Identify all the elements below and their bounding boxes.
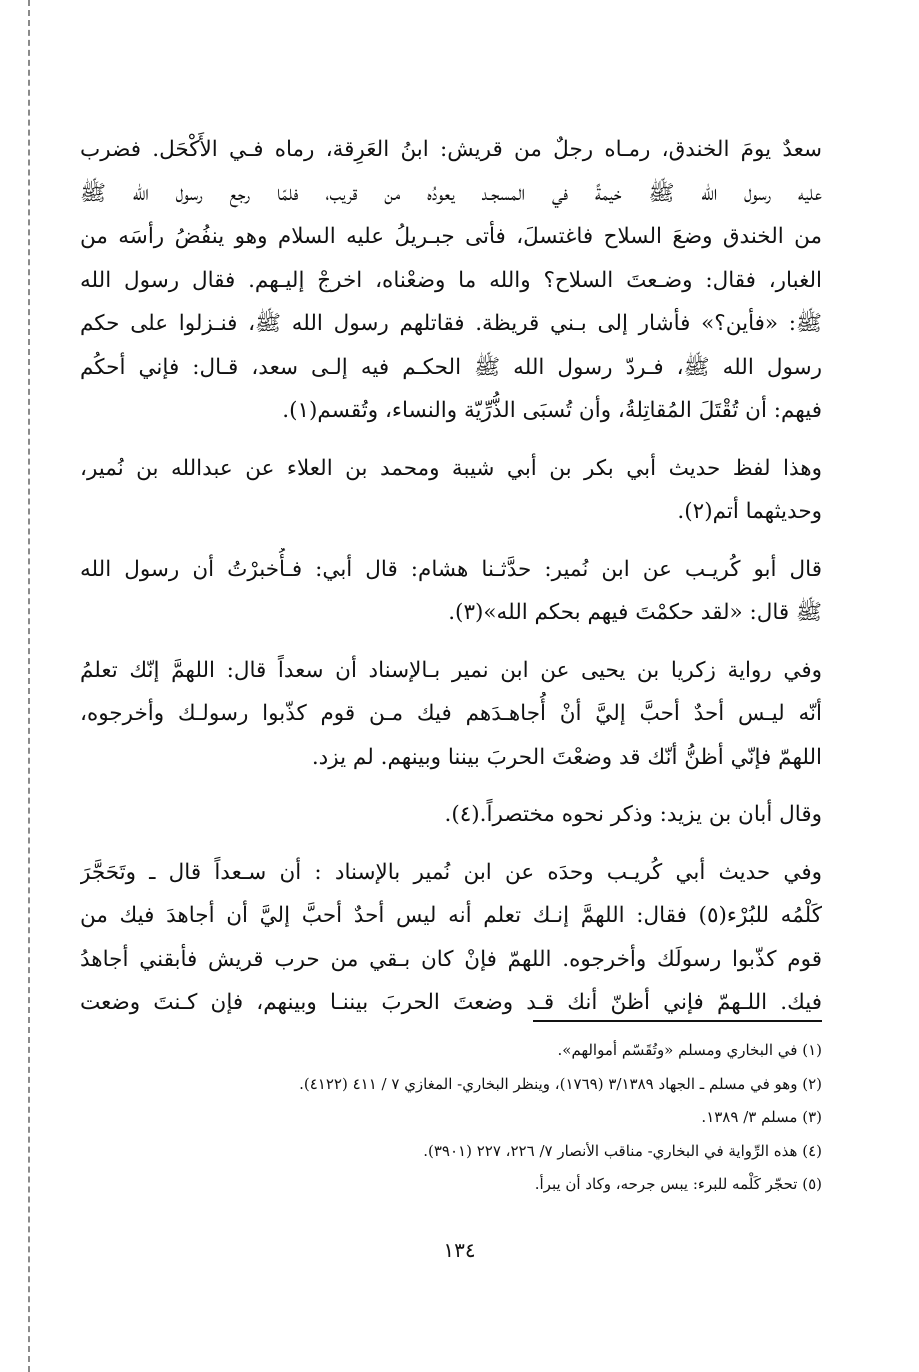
- text-line: سعدٌ يومَ الخندق، رمـاه رجلٌ من قريش: ابنُ العَرِقة، رماه فـي الأَكْحَل. فضرب: [80, 137, 822, 162]
- paragraph-4: [80, 649, 822, 780]
- text-line: وقال أبان بن يزيد: وذكر نحوه مختصراً.(٤).: [444, 802, 822, 827]
- paragraph-6: [80, 851, 822, 1025]
- text-line: رسول الله ﷺ، فـردّ رسول الله ﷺ الحكـم فيه إلـى سعد، قـال: فإني أحكُم: [80, 354, 822, 380]
- text-line: فيهم: أن تُقْتَلَ المُقاتِلةُ، وأن تُسبَى الذُّرِّيّة والنساء، وتُقسم(١).: [282, 398, 822, 423]
- paragraph-2: [80, 447, 822, 534]
- footnote-1: (١) في البخاري ومسلم «وتُقَسّم أموالهم».: [557, 1041, 822, 1059]
- text-line: فيك. اللـهمّ فإني أظنّ أنك قـد وضعتَ الحربَ بيننـا وبينهم، فإن كـنتَ وضعت: [80, 990, 822, 1015]
- footnotes: [80, 1034, 822, 1202]
- text-line: قوم كذّبوا رسولَك وأخرجوه. اللهمّ فإنْ كان بـقي من حرب قريش فأبقني أجاهدُ: [80, 946, 822, 972]
- footnote-2: (٢) وهو في مسلم ـ الجهاد ٣/١٣٨٩ (١٧٦٩)، وينظر البخاري- المغازي ٧ / ٤١١ (٤١٢٢).: [299, 1074, 822, 1093]
- paragraph-1: [80, 128, 822, 433]
- footnote-4: (٤) هذه الرِّواية في البخاري- مناقب الأنصار ٧/ ٢٢٦، ٢٢٧ (٣٩٠١).: [423, 1141, 822, 1160]
- text-line: عليه رسول الله ﷺ خيمةً في المسجـد يعودُه من قريب، فلمّا رجع رسول الله ﷺ: [80, 180, 822, 206]
- footnote-separator: [533, 1020, 822, 1022]
- text-line: وهذا لفظ حديث أبي بكر بن أبي شيبة ومحمد بن العلاء عن عبدالله بن نُمير،: [80, 455, 822, 481]
- text-line: وحديثهما أتم(٢).: [677, 499, 822, 524]
- footnote-5: (٥) تحجّر كَلْمه للبرء: يبس جرحه، وكاد أن يبرأ.: [534, 1175, 822, 1193]
- text-line: الغبار، فقال: وضـعتَ السلاح؟ والله ما وضعْناه، اخرجْ إليـهم. فقال رسول الله: [80, 267, 822, 293]
- text-line: ﷺ قال: «لقد حكمْتَ فيهم بحكم الله»(٣).: [448, 600, 822, 625]
- text-line: اللهمّ فإنّي أظنُّ أنّك قد وضعْتَ الحربَ بيننا وبينهم. لم يزد.: [311, 744, 822, 770]
- text-line: ﷺ: «فأين؟» فأشار إلى بـني قريظة. فقاتلهم رسول الله ﷺ، فنـزلوا على حكم: [80, 311, 822, 336]
- text-line: وفي رواية زكريا بن يحيى عن ابن نمير بـالإسناد أن سعداً قال: اللهمَّ إنّك تعلمُ: [80, 657, 822, 683]
- text-line: وفي حديث أبي كُريـب وحدَه عن ابن نُمير بالإسناد : أن سـعداً قال ـ وتَحَجَّرَ: [80, 859, 822, 885]
- paragraph-3: [80, 548, 822, 635]
- text-line: كَلْمُه للبُرْء(٥) فقال: اللهمَّ إنـك تعلم أنه ليس أحدٌ أحبَّ إليَّ أن أجاهدَ فيك من: [80, 903, 822, 928]
- text-line: من الخندق وضعَ السلاح فاغتسلَ، فأتى جبـريلُ عليه السلام وهو ينفُضُ رأسَه من: [80, 224, 822, 249]
- paragraph-5: [80, 793, 822, 837]
- text-line: قال أبو كُريـب عن ابن نُمير: حدَّثـنا هشام: قال أبي: فـأُخبرْتُ أن رسول الله: [80, 556, 822, 582]
- binding-margin-line: [28, 0, 30, 1372]
- page-number: ١٣٤: [443, 1238, 476, 1262]
- text-line: أنّه ليـس أحدٌ أحبَّ إليَّ أنْ أُجاهـدَهم فيك مـن قوم كذّبوا رسولـك وأخرجوه،: [80, 701, 822, 726]
- main-text: [80, 128, 822, 1039]
- footnote-3: (٣) مسلم ٣/ ١٣٨٩.: [701, 1108, 822, 1126]
